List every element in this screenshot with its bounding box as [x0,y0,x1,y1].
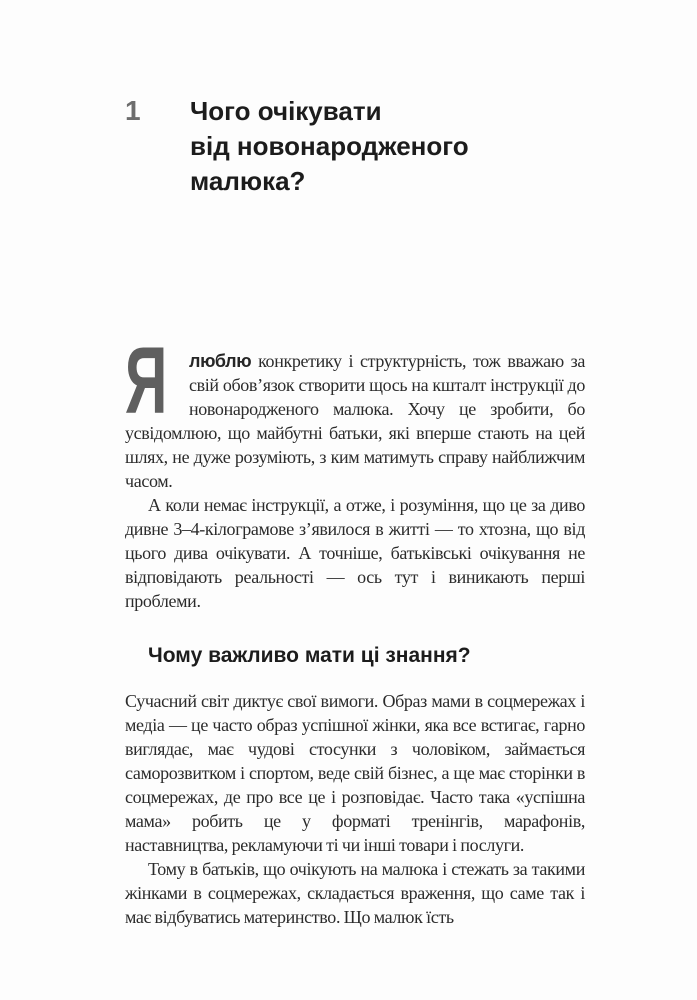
chapter-title-line-1: Чого очікувати [190,96,382,126]
intro-paragraph-1 [125,328,585,493]
section-paragraph-2: Тому в батьків, що очікують на малюка і стежать за такими жінками в соцмережах, складається враження, що саме так і має відбуватись материнство. Що малюк їсть [125,859,585,927]
chapter-number: 1 [125,95,141,126]
section-paragraph-1: Сучасний світ диктує свої вимоги. Образ мами в соцмережах і медіа — це часто образ успішної жінки, яка все встигає, гарно виглядає, має чудові стосунки з чоловіком, займається саморозвитком і спортом, веде свій бізнес, а ще має сторінки в соцмережах, де про все це і розповідає. Часто така «успішна мама» робить це у форматі тренінгів, марафонів, наставництва, рекламуючи ті чи інші товари і послуги. [125,691,585,855]
dropcap-letter: Я [125,328,168,434]
intro-paragraph-2: А коли немає інструкції, а отже, і розуміння, що це за диво дивне 3–4-кілограмове з’явилося в житті — то хтозна, що від цього дива очікувати. А точніше, батьківські очікування не відповідають реальності — ось тут і виникають перші проблеми. [125,495,585,611]
chapter-title-line-2: від новонародженого малюка? [190,131,469,196]
page-body [125,328,585,929]
section-subheading: Чому важливо мати ці знання? [148,644,471,667]
chapter-header [125,94,585,199]
lead-word: люблю [189,351,252,371]
intro-paragraph-1-text: конкретику і структурність, тож вважаю за свій обов’язок створити щось на кшталт інструкції до новонародженого малюка. Хочу це зробити, бо усвідомлюю, що майбутні батьки, які вперше стають на цей шлях, не дуже розуміють, з ким матимуть справу найближчим часом. [125,351,585,491]
chapter-title [190,94,585,199]
